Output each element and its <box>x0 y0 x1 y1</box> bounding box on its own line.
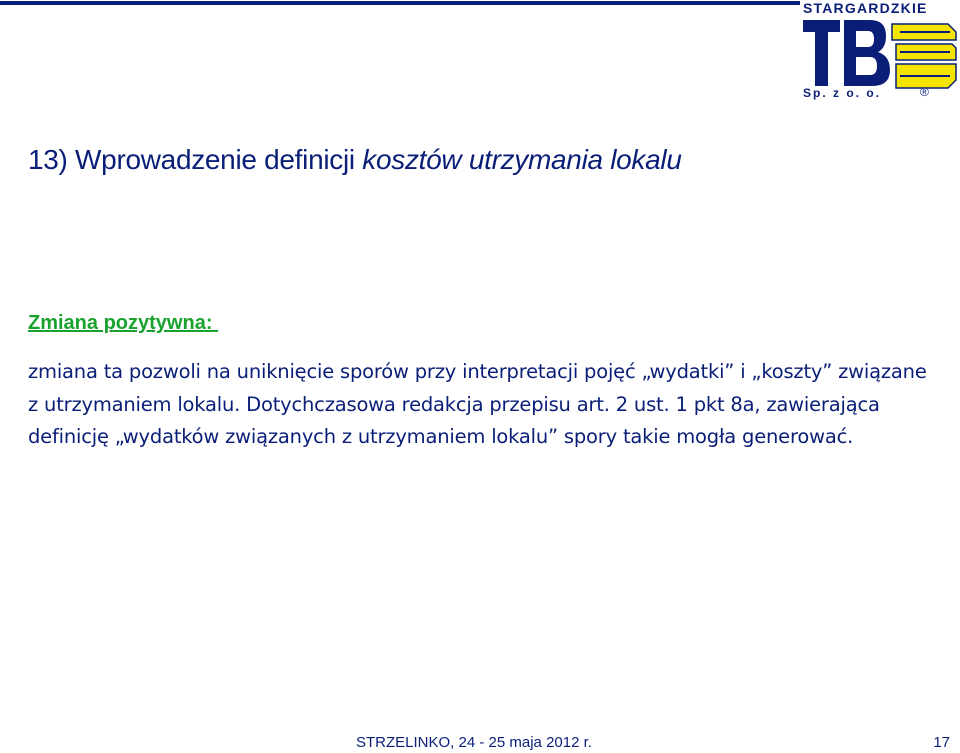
tbs-logo-icon <box>800 0 960 100</box>
slide-title <box>28 144 682 176</box>
company-logo <box>800 0 960 100</box>
body-paragraph-part2: Dotychczasowa redakcja przepisu art. 2 ust. 1 pkt 8a, zawierająca definicję „wydatków związanych z utrzymaniem lokalu” spory takie mogła generować. <box>28 392 880 448</box>
page-number: 17 <box>933 734 950 751</box>
logo-registered-mark: ® <box>920 85 929 99</box>
logo-top-text: STARGARDZKIE <box>803 0 928 16</box>
body-paragraph-part1: zmiana ta pozwoli na uniknięcie sporów przy interpretacji pojęć „wydatki” i „koszty” związane z utrzymaniem lokalu. <box>28 360 927 416</box>
logo-company-suffix: Sp. z o. o. <box>803 86 881 100</box>
slide-title-plain: 13) Wprowadzenie definicji <box>28 144 363 175</box>
top-rule <box>0 1 800 5</box>
footer-event: STRZELINKO, 24 - 25 maja 2012 r. <box>356 734 592 751</box>
section-heading: Zmiana pozytywna: <box>28 312 219 334</box>
body-paragraph <box>28 356 933 454</box>
slide-title-emphasis: kosztów utrzymania lokalu <box>362 144 682 175</box>
